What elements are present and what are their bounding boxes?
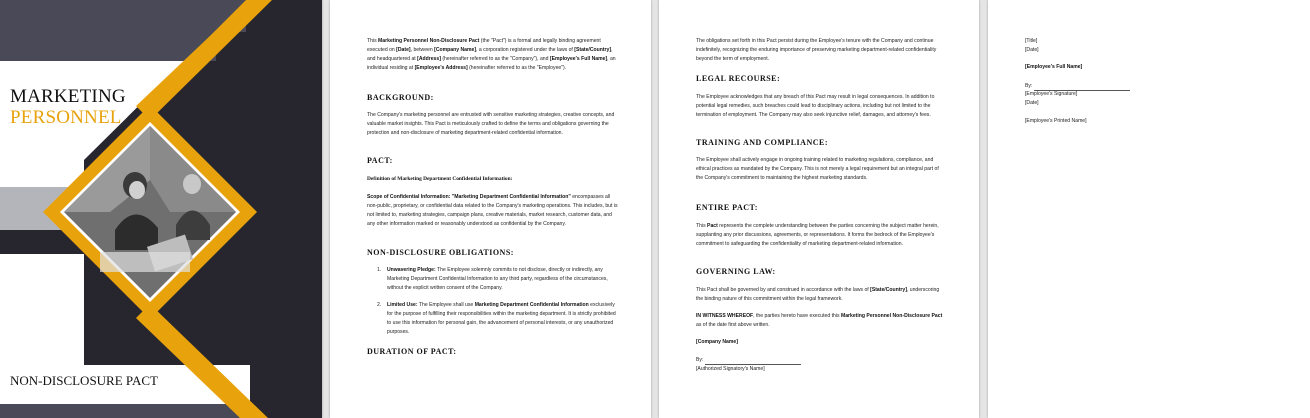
legal-text: The Employee acknowledges that any breach of this Pact may result in legal consequences. In addition to potential legal remedies, such breaches could lead to disciplinary actions, including but not limited to the termination of employment. The Company may also seek injunctive relief, damages, and attorney's fees.	[696, 94, 935, 118]
employee-signature: [Employee's Signature]	[1025, 91, 1078, 97]
page-2	[330, 0, 651, 418]
definition-subheading: Definition of Marketing Department Confidential Information:	[367, 176, 513, 182]
legal-heading: LEGAL RECOURSE:	[696, 74, 781, 83]
witness-text: IN WITNESS WHEREOF, the parties hereto have executed this Marketing Personnel Non-Disclosure Pact as of the date first above written.	[696, 313, 943, 328]
governing-text: This Pact shall be governed by and construed in accordance with the laws of [State/Country], underscoring the binding nature of this commitment within the legal framework.	[696, 287, 940, 302]
authorized-signatory: [Authorized Signatory's Name]	[696, 366, 765, 372]
date-2: [Date]	[1025, 100, 1039, 106]
cover-art	[0, 0, 322, 418]
company-name: [Company Name]	[696, 339, 738, 345]
cover-top-band	[0, 0, 246, 32]
entire-text: This Pact represents the complete understanding between the parties concerning the subject matter herein, supplanting any prior discussions, agreements, or representations. It forms the bedrock of the Employee's commitment to safeguarding the confidentiality of marketing department-related information.	[696, 223, 939, 247]
list-item: 1. Unwavering Pledge: The Employee solemnly commits to not disclose, directly or indirectly, any Marketing Department Confidential Information to any third party, regardless of the circumstances, without the explicit written consent of the Company.	[377, 267, 608, 291]
cover-bottom-band	[0, 404, 248, 418]
pact-heading: PACT:	[367, 156, 393, 165]
signature-line	[705, 358, 801, 365]
scope-paragraph: Scope of Confidential Information: "Marketing Department Confidential Information" encompasses all non-public, proprietary, or confidential data related to the Company's marketing operations. This includes, but is not limited to, marketing strategies, campaign plans, creative materials, market research, customer data, and any other information marked or reasonably understood as confidential by the Company.	[367, 194, 618, 227]
entire-heading: ENTIRE PACT:	[696, 203, 758, 212]
employee-title: [Title]	[1025, 38, 1038, 44]
employee-name: [Employee's Full Name]	[1025, 64, 1083, 70]
date-1: [Date]	[1025, 47, 1039, 53]
training-text: The Employee shall actively engage in ongoing training related to marketing regulations, compliance, and ethical practices as mandated by the Company. This is not merely a legal requirement but an integral part of the Company's commitment to maintaining the highest marketing standards.	[696, 157, 939, 181]
list-item: 2. Limited Use: The Employee shall use Marketing Department Confidential Information exclusively for the purpose of fulfilling their responsibilities within the marketing department. It is strictly prohibited to use this information for personal gain, the advancement of personal interests, or any unauthorized purposes.	[377, 302, 616, 335]
background-text: The Company's marketing personnel are entrusted with sensitive marketing strategies, creative concepts, and valuable market insights. This Pact is meticulously crafted to define the terms and obligations governing the protection and non-disclosure of marketing department-related confidential information.	[367, 112, 615, 136]
cover-title-line2: PERSONNEL	[10, 107, 122, 128]
cover-title	[10, 86, 126, 128]
cover-page	[0, 0, 322, 418]
obligations-heading: NON-DISCLOSURE OBLIGATIONS:	[367, 248, 514, 257]
cover-title-line1: MARKETING	[10, 86, 126, 107]
employee-printed-name: [Employee's Printed Name]	[1025, 118, 1087, 124]
intro-paragraph: This Marketing Personnel Non-Disclosure Pact (the "Pact") is a formal and legally binding agreement executed on [Date], between [Company Name], a corporation registered under the laws of [State/Country], and headquartered at [Address] (hereinafter referred to as the "Company"), and [Employee's Full Name], an individual residing at [Employee's Address] (hereinafter referred to as the "Employee").	[367, 38, 616, 71]
background-heading: BACKGROUND:	[367, 93, 434, 102]
training-heading: TRAINING AND COMPLIANCE:	[696, 138, 829, 147]
employee-signature-line: By:	[1025, 82, 1278, 91]
governing-heading: GOVERNING LAW:	[696, 267, 776, 276]
duration-heading: DURATION OF PACT:	[367, 347, 457, 356]
duration-text: The obligations set forth in this Pact persist during the Employee's tenure with the Company and continue indefinitely, recognizing the enduring importance of preserving marketing department-related confidentiality beyond the term of employment.	[696, 38, 937, 62]
company-signature-line: By:	[696, 356, 947, 365]
page-3	[659, 0, 979, 418]
page-4	[988, 0, 1310, 418]
cover-footer: NON-DISCLOSURE PACT	[10, 373, 158, 388]
